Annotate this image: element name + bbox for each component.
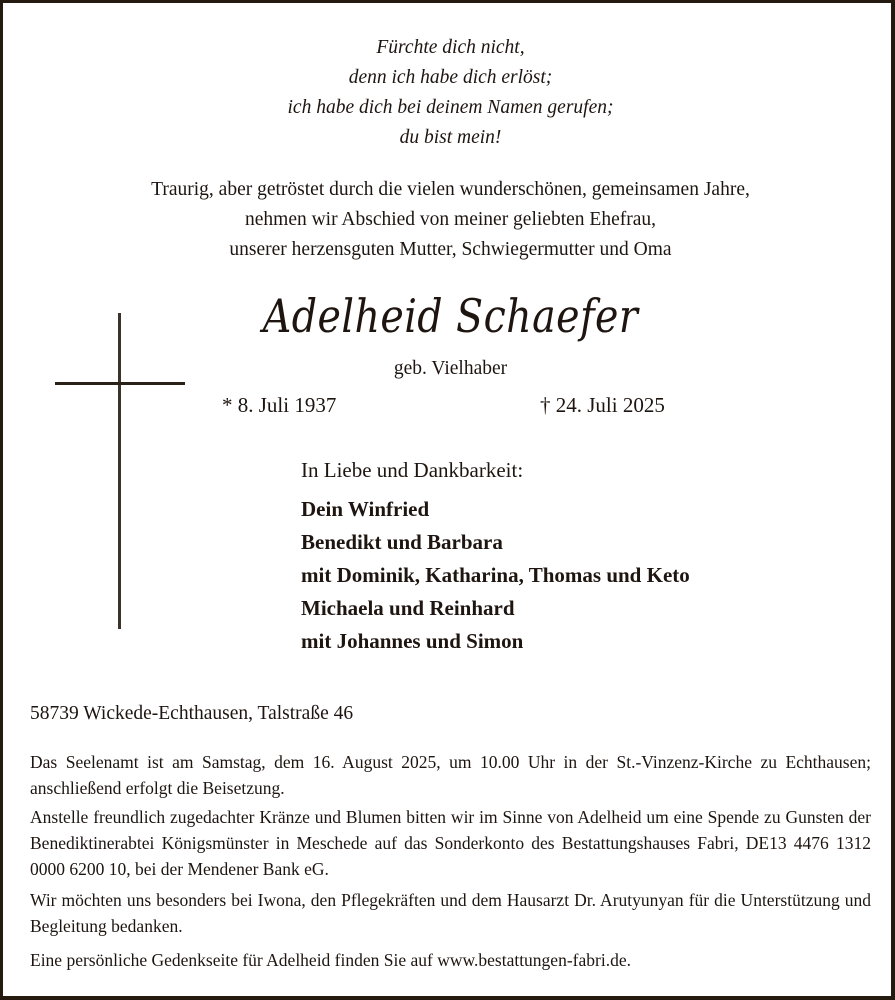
verse-line: denn ich habe dich erlöst;: [348, 67, 553, 88]
bible-verse: [3, 33, 895, 153]
intro-line: Traurig, aber getröstet durch die vielen wunderschönen, gemeinsamen Jahre,: [151, 179, 750, 200]
cross-horizontal-bar: [55, 382, 185, 385]
mourner-name: Benedikt und Barbara: [301, 530, 503, 554]
mourner-name: Michaela und Reinhard: [301, 596, 515, 620]
donation-info: Anstelle freundlich zugedachter Kränze und Blumen bitten wir im Sinne von Adelheid um eine Spende zu Gunsten der Benediktinerabtei Königsmünster in Meschede auf das Sonderkonto des Bestattungshauses Fabri, DE13 4476 1312 0000 6200 10, bei der Mendener Bank eG.: [30, 807, 871, 879]
death-date: † 24. Juli 2025: [540, 393, 665, 417]
verse-line: Fürchte dich nicht,: [376, 37, 525, 58]
deceased-name: Adelheid Schaefer: [262, 289, 639, 343]
family-address: 58739 Wickede-Echthausen, Talstraße 46: [30, 703, 354, 724]
memorial-page-note: Eine persönliche Gedenkseite für Adelheid finden Sie auf www.bestattungen-fabri.de.: [30, 950, 631, 970]
intro-line: nehmen wir Abschied von meiner geliebten Ehefrau,: [245, 209, 656, 230]
mourner-name: mit Dominik, Katharina, Thomas und Keto: [301, 563, 690, 587]
thanks-note: Wir möchten uns besonders bei Iwona, den Pflegekräften und dem Hausarzt Dr. Arutyunyan für die Unterstützung und Begleitung bedanken.: [30, 890, 871, 936]
mourners-heading: In Liebe und Dankbarkeit:: [301, 458, 524, 482]
mourner-name: mit Johannes und Simon: [301, 629, 524, 653]
birth-date: * 8. Juli 1937: [222, 393, 337, 417]
intro-text: [3, 175, 895, 265]
verse-line: du bist mein!: [399, 127, 502, 148]
verse-line: ich habe dich bei deinem Namen gerufen;: [287, 97, 614, 118]
mourner-name: Dein Winfried: [301, 497, 430, 521]
mourners-list: [301, 493, 690, 658]
maiden-name: geb. Vielhaber: [393, 358, 508, 379]
intro-line: unserer herzensguten Mutter, Schwiegermutter und Oma: [229, 239, 672, 260]
service-info: Das Seelenamt ist am Samstag, dem 16. August 2025, um 10.00 Uhr in der St.-Vinzenz-Kirche zu Echthausen; anschließend erfolgt die Beisetzung.: [30, 752, 871, 798]
